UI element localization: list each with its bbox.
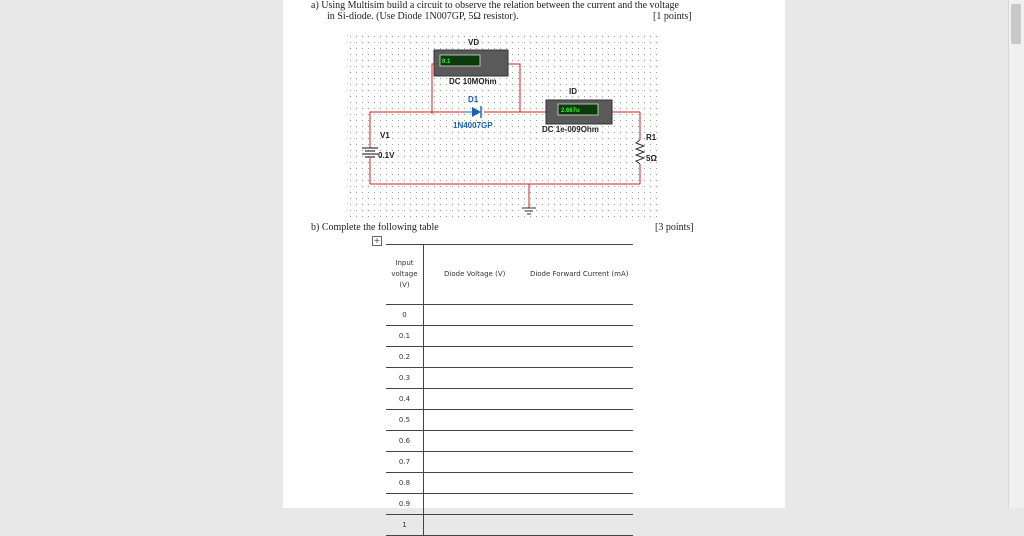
header-forward-current: Diode Forward Current (mA) <box>525 245 633 305</box>
forward-current-cell[interactable] <box>525 368 633 389</box>
forward-current-cell[interactable] <box>525 347 633 368</box>
input-voltage-cell: 0.5 <box>386 410 423 431</box>
scrollbar-thumb[interactable] <box>1011 4 1021 44</box>
diode-voltage-cell[interactable] <box>423 515 525 536</box>
input-voltage-cell: 0.3 <box>386 368 423 389</box>
diode-voltage-cell[interactable] <box>423 347 525 368</box>
resistor-label: R1 <box>646 133 657 142</box>
table-row <box>386 431 633 452</box>
diode-voltage-cell[interactable] <box>423 368 525 389</box>
diode-label: D1 <box>468 95 479 104</box>
vd-label: VD <box>468 38 480 47</box>
results-table <box>386 244 633 536</box>
forward-current-cell[interactable] <box>525 410 633 431</box>
header-input-voltage: Input voltage (V) <box>386 245 423 305</box>
input-voltage-cell: 0.8 <box>386 473 423 494</box>
table-row <box>386 515 633 536</box>
question-a-points: [1 points] <box>653 11 692 22</box>
source-label: V1 <box>380 131 390 140</box>
forward-current-cell[interactable] <box>525 431 633 452</box>
table-row <box>386 305 633 326</box>
question-a-line2: in Si-diode. (Use Diode 1N007GP, 5Ω resistor). <box>327 11 519 22</box>
input-voltage-cell: 0.6 <box>386 431 423 452</box>
input-voltage-cell: 0 <box>386 305 423 326</box>
table-row <box>386 452 633 473</box>
input-voltage-cell: 0.7 <box>386 452 423 473</box>
forward-current-cell[interactable] <box>525 515 633 536</box>
vertical-scrollbar[interactable] <box>1008 0 1024 508</box>
table-row <box>386 326 633 347</box>
input-voltage-cell: 0.9 <box>386 494 423 515</box>
diode-part: 1N4007GP <box>453 121 493 130</box>
diode-voltage-cell[interactable] <box>423 410 525 431</box>
table-row <box>386 473 633 494</box>
diode-voltage-cell[interactable] <box>423 494 525 515</box>
diode-voltage-cell[interactable] <box>423 452 525 473</box>
input-voltage-cell: 0.2 <box>386 347 423 368</box>
forward-current-cell[interactable] <box>525 326 633 347</box>
question-a-line1: a) Using Multisim build a circuit to observe the relation between the current and the voltage <box>311 0 679 11</box>
table-row <box>386 494 633 515</box>
input-voltage-cell: 0.1 <box>386 326 423 347</box>
table-row <box>386 410 633 431</box>
diode-voltage-cell[interactable] <box>423 473 525 494</box>
forward-current-cell[interactable] <box>525 494 633 515</box>
table-row <box>386 389 633 410</box>
source-value: 0.1V <box>378 151 395 160</box>
vd-reading: 0.1 <box>442 59 451 65</box>
forward-current-cell[interactable] <box>525 473 633 494</box>
id-label: ID <box>569 87 577 96</box>
diode-voltage-cell[interactable] <box>423 305 525 326</box>
diode-voltage-cell[interactable] <box>423 326 525 347</box>
table-move-handle[interactable]: + <box>373 236 381 245</box>
forward-current-cell[interactable] <box>525 389 633 410</box>
diode-voltage-cell[interactable] <box>423 389 525 410</box>
resistor-value: 5Ω <box>646 154 657 163</box>
id-reading: 2.667u <box>561 108 580 114</box>
forward-current-cell[interactable] <box>525 305 633 326</box>
id-ammeter[interactable] <box>546 100 612 124</box>
id-mode: DC 1e-009Ohm <box>542 125 599 134</box>
forward-current-cell[interactable] <box>525 452 633 473</box>
table-header-row <box>386 245 633 305</box>
question-b-points: [3 points] <box>655 222 694 233</box>
table-row <box>386 347 633 368</box>
vd-mode: DC 10MOhm <box>449 77 497 86</box>
input-voltage-cell: 1 <box>386 515 423 536</box>
table-row <box>386 368 633 389</box>
question-b-text: b) Complete the following table <box>311 222 439 233</box>
input-voltage-cell: 0.4 <box>386 389 423 410</box>
header-diode-voltage: Diode Voltage (V) <box>423 245 525 305</box>
vd-voltmeter[interactable] <box>434 50 508 76</box>
circuit-schematic <box>350 36 662 218</box>
diode-voltage-cell[interactable] <box>423 431 525 452</box>
